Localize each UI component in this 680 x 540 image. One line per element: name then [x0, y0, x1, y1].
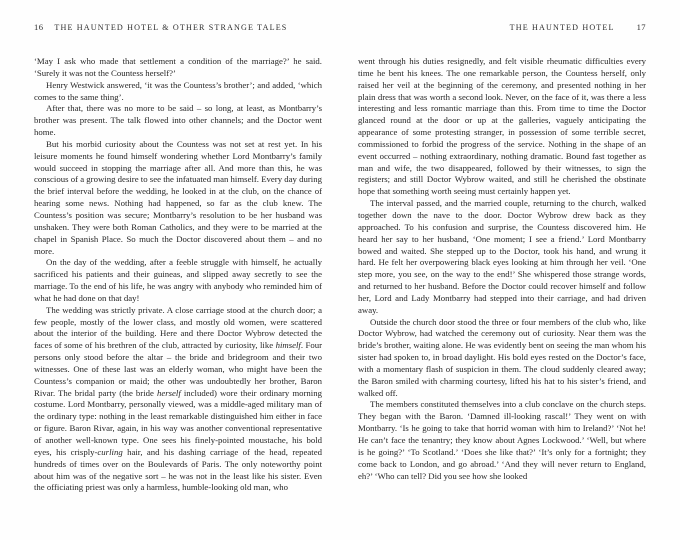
right-page — [340, 0, 680, 540]
paragraph: The interval passed, and the married couple, returning to the church, walked together down the nave to the door. Doctor Wybrow drew back as they approached. To his confusion and surprise, the Countess discovered him. He heard her say to her husband, ‘One moment; I see a friend.’ Lord Montbarry bowed and waited. She stepped up to the Doctor, took his hand, and wrung it hard. He felt her overpowering black eyes looking at him through her veil. ‘One step more, you see, on the way to the end!’ She whispered those strange words, and returned to her husband. Before the Doctor could recover himself and follow her, Lord and Lady Montbarry had stepped into their carriage, and had driven away. — [358, 198, 646, 315]
left-folio: 16 — [34, 22, 44, 32]
right-running-head — [358, 22, 646, 36]
paragraph: The members constituted themselves into a club conclave on the church steps. They began with the Baron. ‘Damned ill-looking rascal!’ They went on with Montbarry. ‘Is he going to take that horrid woman with him to Ireland?’ ‘Not he! He can’t face the tenantry; they know about Agnes Lockwood.’ ‘Well, but where is he going?’ ‘To Scotland.’ ‘Does she like that?’ ‘It’s only for a fortnight; they come back to London, and go abroad.’ ‘And they will never return to England, eh?’ ‘Who can tell? Did you see how she looked — [358, 399, 646, 481]
left-running-head-title: THE HAUNTED HOTEL & OTHER STRANGE TALES — [54, 23, 288, 32]
right-folio: 17 — [636, 22, 646, 32]
right-page-textblock — [358, 56, 646, 482]
paragraph: Henry Westwick answered, ‘it was the Countess’s brother’; and added, ‘which comes to the same thing’. — [34, 79, 322, 102]
paragraph: The wedding was strictly private. A close carriage stood at the church door; a few people, mostly of the lower class, and mostly old women, were scattered about the interior of the building. Here and there Doctor Wybrow detected the faces of some of his brethren of the club, attracted by curiosity, like himself. Four persons only stood before the altar – the bride and bridegroom and their two witnesses. One of these last was an elderly woman, who might have been the Countess’s companion or maid; the other was undoubtedly her brother, Baron Rivar. The bridal party (the bride herself included) wore their ordinary morning costume. Lord Montbarry, personally viewed, was a middle-aged military man of the ordinary type: nothing in the least remarkable distinguished him either in face or figure. Baron Rivar, again, in his way was another conventional representative of another well-known type. One sees his finely-pointed moustache, his bold eyes, his crisply-curling hair, and his dashing carriage of the head, repeated hundreds of times over on the Boulevards of Paris. The only noteworthy point about him was of the negative sort – he was not in the least like his sister. Even the officiating priest was only a harmless, humble-looking old man, who — [34, 304, 323, 493]
left-running-head — [34, 22, 322, 36]
paragraph: went through his duties resignedly, and felt visible rheumatic difficulties every time he bent his knees. The one remarkable person, the Countess herself, only raised her veil at the beginning of the ceremony, and presented nothing in her plain dress that was worth a second look. Never, on the face of it, was there a less interesting and less romantic marriage than this. From time to time the Doctor glanced round at the door or up at the galleries, vaguely anticipating the appearance of some protesting stranger, in possession of some terrible secret, commissioned to forbid the progress of the service. Nothing in the shape of an event occurred – nothing extraordinary, nothing dramatic. Bound fast together as man and wife, the two disappeared, followed by their witnesses, to sign the registers; and still Doctor Wybrow waited, and still he cherished the obstinate hope that something worth seeing must certainly happen yet. — [358, 56, 646, 197]
emphasised-word: curling — [97, 446, 123, 457]
paragraph: On the day of the wedding, after a feeble struggle with himself, he actually sacrificed his patients and their guineas, and slipped away secretly to see the marriage. To the end of his life, he was angry with anybody who reminded him of what he had done on that day! — [34, 257, 322, 303]
emphasised-word: herself — [156, 387, 181, 398]
emphasised-word: himself — [275, 340, 301, 351]
paragraph: ‘May I ask who made that settlement a condition of the marriage?’ he said. ‘Surely it was not the Countess herself?’ — [34, 56, 322, 78]
paragraph: But his morbid curiosity about the Countess was not set at rest yet. In his leisure moments he found himself wondering whether Lord Montbarry’s family would succeed in stopping the marriage after all. And more than this, he was conscious of a growing desire to see the infatuated man himself. Every day during the brief interval before the wedding, he looked in at the club, on the chance of hearing some news. Nothing had happened, so far as the club knew. The Countess’s position was secure; Montbarry’s resolution to be her husband was unshaken. They were both Roman Catholics, and they were to be married at the chapel in Spanish Place. So much the Doctor discovered about them – and no more. — [34, 138, 322, 256]
left-page-textblock — [34, 56, 322, 494]
right-running-head-title: THE HAUNTED HOTEL — [509, 23, 615, 32]
paragraph: Outside the church door stood the three or four members of the club who, like Doctor Wybrow, had watched the ceremony out of curiosity. Near them was the bride’s brother, waiting alone. He was evidently bent on seeing the man whom his sister had spoken to, in broad daylight. His bold eyes rested on the Doctor’s face, with a momentary flash of suspicion in them. The cloud suddenly cleared away; the Baron smiled with charming courtesy, lifted his hat to his sister’s friend, and walked off. — [358, 316, 646, 398]
paragraph: After that, there was no more to be said – so long, at least, as Montbarry’s brother was present. The talk flowed into other channels; and the Doctor went home. — [34, 103, 322, 138]
